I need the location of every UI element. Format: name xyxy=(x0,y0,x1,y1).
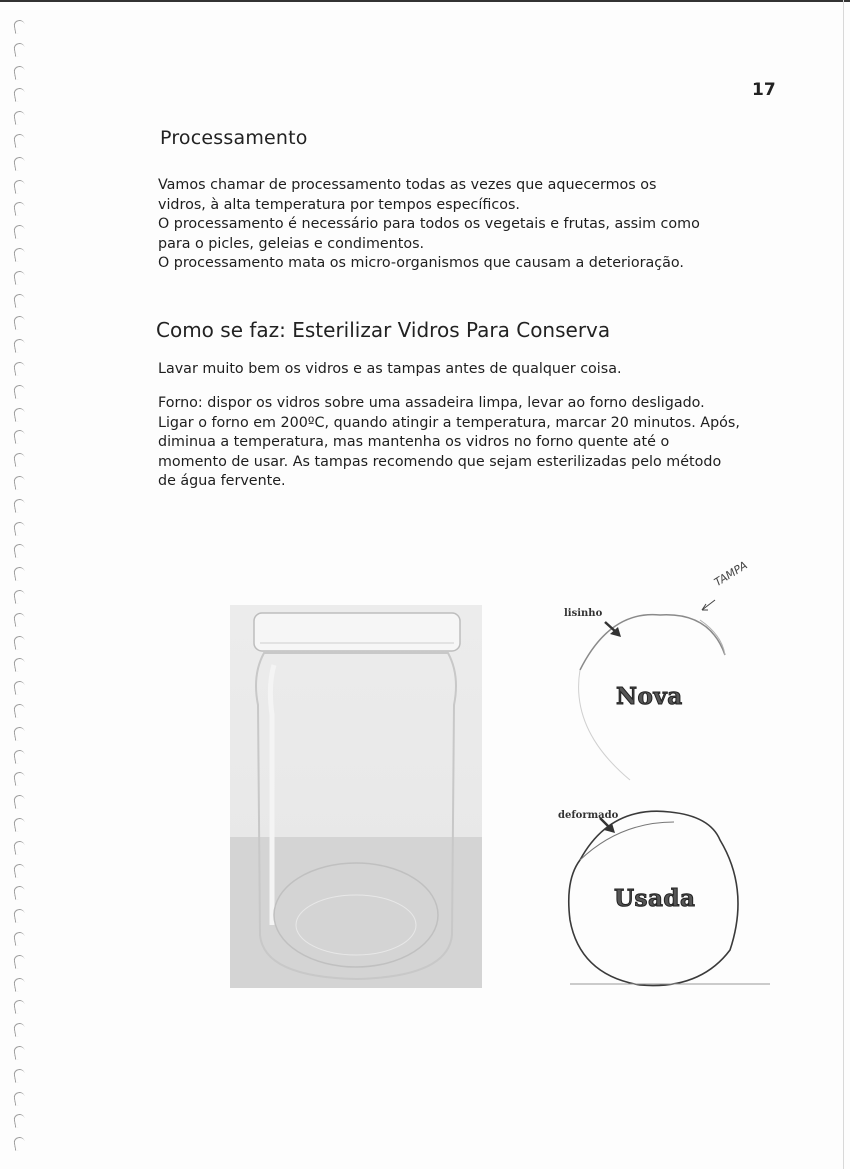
paragraph-line: diminua a temperatura, mas mantenha os vidros no forno quente até o xyxy=(158,434,670,451)
binding-ring xyxy=(13,270,26,285)
binding-ring xyxy=(13,703,26,718)
binding-ring xyxy=(13,179,26,194)
binding-ring xyxy=(13,749,26,764)
binding-ring xyxy=(13,293,26,308)
binding-ring xyxy=(13,88,26,103)
paragraph-line: O processamento é necessário para todos os vegetais e frutas, assim como xyxy=(158,216,700,233)
esterilizar-intro: Lavar muito bem os vidros e as tampas antes de qualquer coisa. xyxy=(158,361,622,377)
processamento-paragraph xyxy=(158,176,758,274)
binding-ring xyxy=(13,1136,26,1151)
paragraph-line: Forno: dispor os vidros sobre uma assadeira limpa, levar ao forno desligado. xyxy=(158,395,705,411)
binding-ring xyxy=(13,521,26,536)
page-top-edge xyxy=(0,0,850,2)
binding-ring xyxy=(13,133,26,148)
binding-ring xyxy=(13,908,26,923)
paragraph-line: momento de usar. As tampas recomendo que sejam esterilizadas pelo método xyxy=(158,453,722,470)
binding-ring xyxy=(13,361,26,376)
glass-jar-illustration xyxy=(230,605,482,988)
paragraph-line: vidros, à alta temperatura por tempos específicos. xyxy=(158,196,520,213)
binding-ring xyxy=(13,612,26,627)
lid-used-caption: deformado xyxy=(558,810,619,821)
binding-ring xyxy=(13,452,26,467)
lid-comparison-figure xyxy=(550,560,810,1000)
binding-ring xyxy=(13,589,26,604)
binding-ring xyxy=(13,430,26,445)
esterilizar-paragraph xyxy=(158,394,788,492)
binding-ring xyxy=(13,498,26,513)
binding-ring xyxy=(13,566,26,581)
binding-ring xyxy=(13,384,26,399)
binding-ring xyxy=(13,1068,26,1083)
lid-outlines xyxy=(550,560,810,1000)
binding-ring xyxy=(13,224,26,239)
paragraph-line: de água fervente. xyxy=(158,473,286,490)
binding-ring xyxy=(13,475,26,490)
section-title-processamento: Processamento xyxy=(160,127,308,149)
binding-ring xyxy=(13,1091,26,1106)
binding-ring xyxy=(13,680,26,695)
lid-used-label: Usada xyxy=(614,885,696,912)
binding-ring xyxy=(13,977,26,992)
binding-ring xyxy=(13,544,26,559)
binding-ring xyxy=(13,338,26,353)
glass-jar-photo xyxy=(230,605,482,988)
binding-ring xyxy=(13,316,26,331)
paragraph-line: Vamos chamar de processamento todas as vezes que aquecermos os xyxy=(158,177,657,193)
binding-ring xyxy=(13,156,26,171)
paragraph-line: O processamento mata os micro-organismos que causam a deterioração. xyxy=(158,255,684,272)
lid-new-label: Nova xyxy=(616,683,683,710)
page-number: 17 xyxy=(752,80,776,100)
binding-ring xyxy=(13,772,26,787)
binding-ring xyxy=(13,1022,26,1037)
page-right-edge xyxy=(843,0,844,1169)
binding-ring xyxy=(13,635,26,650)
spiral-binding xyxy=(0,20,34,1160)
binding-ring xyxy=(13,954,26,969)
binding-ring xyxy=(13,247,26,262)
paragraph-line: Ligar o forno em 200ºC, quando atingir a temperatura, marcar 20 minutos. Após, xyxy=(158,414,740,431)
section-title-esterilizar: Como se faz: Esterilizar Vidros Para Conserva xyxy=(156,318,611,342)
lid-new-caption: lisinho xyxy=(564,608,603,619)
binding-ring xyxy=(13,658,26,673)
binding-ring xyxy=(13,840,26,855)
binding-ring xyxy=(13,42,26,57)
binding-ring xyxy=(13,863,26,878)
binding-ring xyxy=(13,817,26,832)
binding-ring xyxy=(13,726,26,741)
binding-ring xyxy=(13,1045,26,1060)
binding-ring xyxy=(13,1114,26,1129)
binding-ring xyxy=(13,19,26,34)
binding-ring xyxy=(13,794,26,809)
binding-ring xyxy=(13,886,26,901)
binding-ring xyxy=(13,202,26,217)
handwritten-note: TAMPA xyxy=(712,558,750,590)
binding-ring xyxy=(13,65,26,80)
binding-ring xyxy=(13,110,26,125)
binding-ring xyxy=(13,1000,26,1015)
binding-ring xyxy=(13,407,26,422)
binding-ring xyxy=(13,931,26,946)
paragraph-line: para o picles, geleias e condimentos. xyxy=(158,235,425,252)
